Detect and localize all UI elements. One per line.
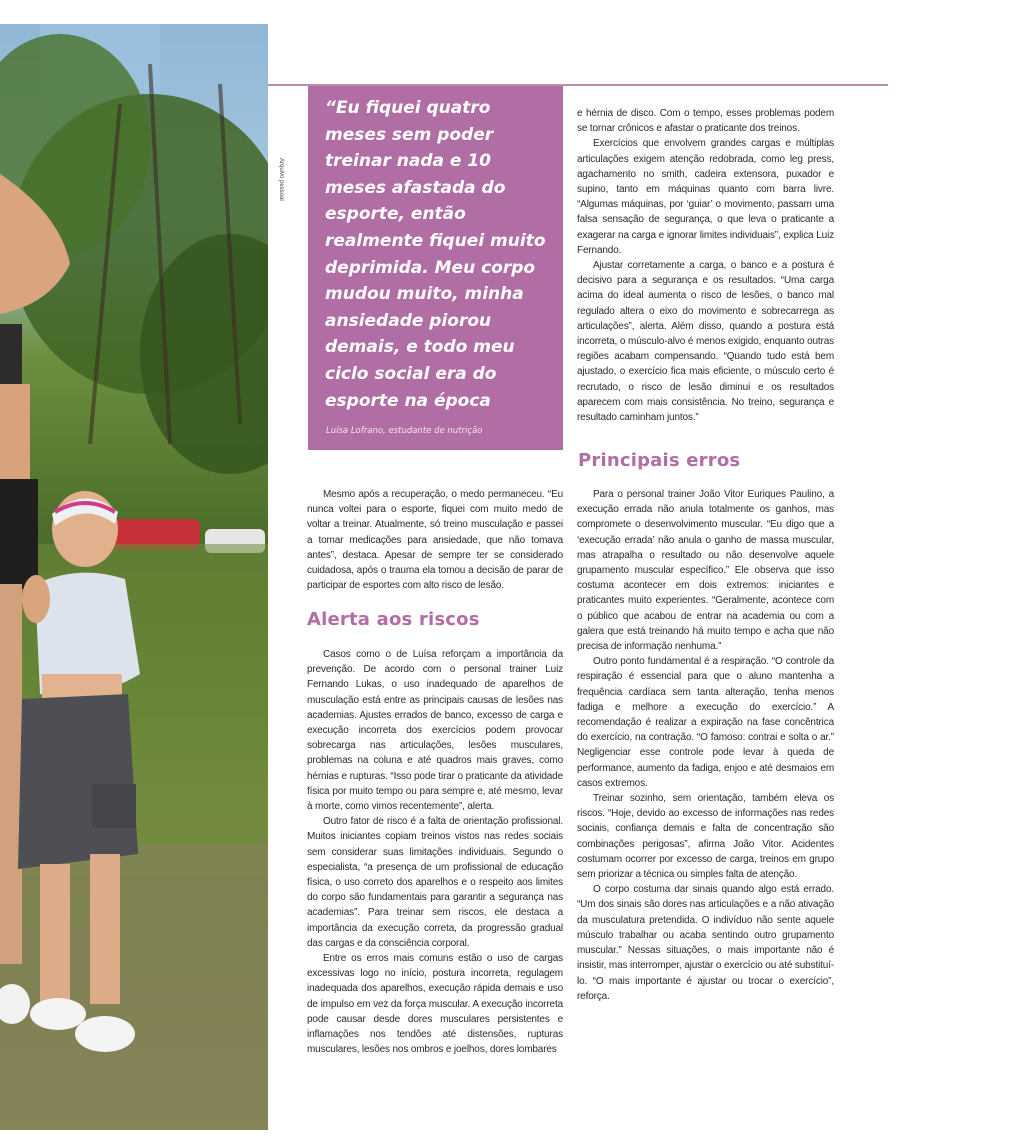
photo-illustration [0, 24, 268, 1130]
column-b-body [577, 487, 834, 1004]
article-photo [0, 24, 268, 1130]
paragraph: Casos como o de Luísa reforçam a importância da prevenção. De acordo com o personal trainer Luiz Fernando Lukas, o uso inadequado de aparelhos de musculação está entre as principais causas de lesões nas academias. Ajustes errados de banco, excesso de carga e execução incorreta dos exercícios podem provocar sobrecarga nas articulações, lesões musculares, problemas na coluna e até quadros mais graves, como hérnias e rupturas. “Isso pode tirar o praticante da atividade física por muito tempo ou para sempre e, até mesmo, levar à morte, como vimos recentemente”, alerta. [307, 649, 563, 813]
pull-quote-text: “Eu fiquei quatro meses sem poder treinar nada e 10 meses afastada do esporte, então realmente fiquei muito deprimida. Meu corpo mudou muito, minha ansiedade piorou demais, e todo meu ciclo social era do esporte na época [325, 98, 546, 411]
photo-credit: Arquivo pessoal [278, 158, 284, 201]
column-a-body [307, 647, 563, 1057]
pull-quote-attribution: Luísa Lofrano, estudante de nutrição [326, 426, 483, 436]
paragraph: Para o personal trainer João Vitor Euriques Paulino, a execução errada não anula totalmente os ganhos, mas compromete o desenvolvimento muscular. “Eu digo que a ‘execução errada’ não anula o ganho de massa muscular, mas atrapalha o resultado ou não desenvolve aquele grupamento muscular específico.” Ele observa que isso costuma acontecer em dois extremos: iniciantes e praticantes muito experientes. “Geralmente, acontece com o público que acabou de entrar na academia ou com a galera que está treinando há muito tempo e acha que não precisa de informação nenhuma.” [577, 489, 834, 653]
section-heading-alerta: Alerta aos riscos [307, 609, 480, 630]
paragraph: Mesmo após a recuperação, o medo permaneceu. “Eu nunca voltei para o esporte, fiquei com muito medo de voltar a treinar. Atualmente, só treino musculação e passei a tomar medicações para ansiedade, que não tomava antes”, destaca. Apesar de sempre ter se considerado cuidadosa, após o trauma ela tomou a decisão de parar de participar de esportes com alto risco de lesão. [307, 489, 563, 592]
paragraph: Exercícios que envolvem grandes cargas e múltiplas articulações exigem atenção redobrada, como leg press, agachamento no smith, cadeira extensora, puxador e supino, tanto em máquinas quanto com barra livre. “Algumas máquinas, por ‘guiar’ o movimento, passam uma falsa sensação de segurança, o que leva o praticante a exagerar na carga e ignorar limites individuais”, explica Luiz Fernando. [577, 138, 834, 256]
paragraph: O corpo costuma dar sinais quando algo está errado. “Um dos sinais são dores nas articulações e a não ativação da musculatura pretendida. O indivíduo não sente aquele músculo trabalhar ou acaba sentindo outro grupamento muscular.” Nessas situações, o mais importante não é insistir, mas interromper, ajustar o exercício ou até substituí-lo. “O mais importante é ajustar ou trocar o exercício”, reforça. [577, 884, 834, 1002]
paragraph: Ajustar corretamente a carga, o banco e a postura é decisivo para a segurança e os resultados. “Uma carga acima do ideal aumenta o risco de lesões, o banco mal regulado altera o eixo do movimento e sobrecarrega as articulações”, alerta. Além disso, quando a postura está incorreta, o músculo-alvo é menos exigido, enquanto outras regiões acabam compensando. “Quando tudo está bem ajustado, o exercício fica mais eficiente, o músculo certo é recrutado, o risco de lesão diminui e os resultados aparecem com mais consistência. No treino, segurança e resultado caminham juntos.” [577, 260, 834, 424]
paragraph: Treinar sozinho, sem orientação, também eleva os riscos. “Hoje, devido ao excesso de informações nas redes sociais, confiança demais e falta de concentração são combinações perigosas”, afirma João Vitor. Acidentes costumam ocorrer por excesso de carga, treinos em grupo sem priorizar a técnica ou simples falta de atenção. [577, 793, 834, 881]
paragraph: Outro fator de risco é a falta de orientação profissional. Muitos iniciantes copiam treinos vistos nas redes sociais sem considerar suas limitações individuais. Segundo o especialista, “a presença de um profissional de educação física, o uso correto dos aparelhos e o respeito aos limites do corpo são fundamentais para garantir a segurança nas academias”. Para treinar sem riscos, ele destaca a importância da execução correta, da progressão gradual das cargas e da consciência corporal. [307, 816, 563, 949]
section-heading-principais-erros: Principais erros [578, 450, 741, 471]
paragraph: e hérnia de disco. Com o tempo, esses problemas podem se tornar crônicos e afastar o praticante dos treinos. [577, 108, 834, 135]
column-b-top [577, 106, 834, 425]
column-a-intro [307, 487, 563, 593]
paragraph: Outro ponto fundamental é a respiração. “O controle da respiração é essencial para que o aluno mantenha a frequência cardíaca sem tanta alteração, tenha menos fadiga e melhore a execução do exercício.” A recomendação é realizar a expiração na fase concêntrica do exercício, na contração. “O famoso: contrai e solta o ar.” Negligenciar esse controle pode levar à queda de performance, aumento da fadiga, enjoo e até desmaios em casos extremos. [577, 656, 834, 789]
pull-quote [308, 86, 563, 450]
paragraph: Entre os erros mais comuns estão o uso de cargas excessivas logo no início, postura incorreta, regulagem inadequada dos aparelhos, execução rápida demais e uso de impulso em vez da força muscular. A execução incorreta pode causar desde dores musculares persistentes e inflamações nos tendões até distensões, rupturas musculares, lesões nos ombros e joelhos, dores lombares [307, 953, 563, 1056]
